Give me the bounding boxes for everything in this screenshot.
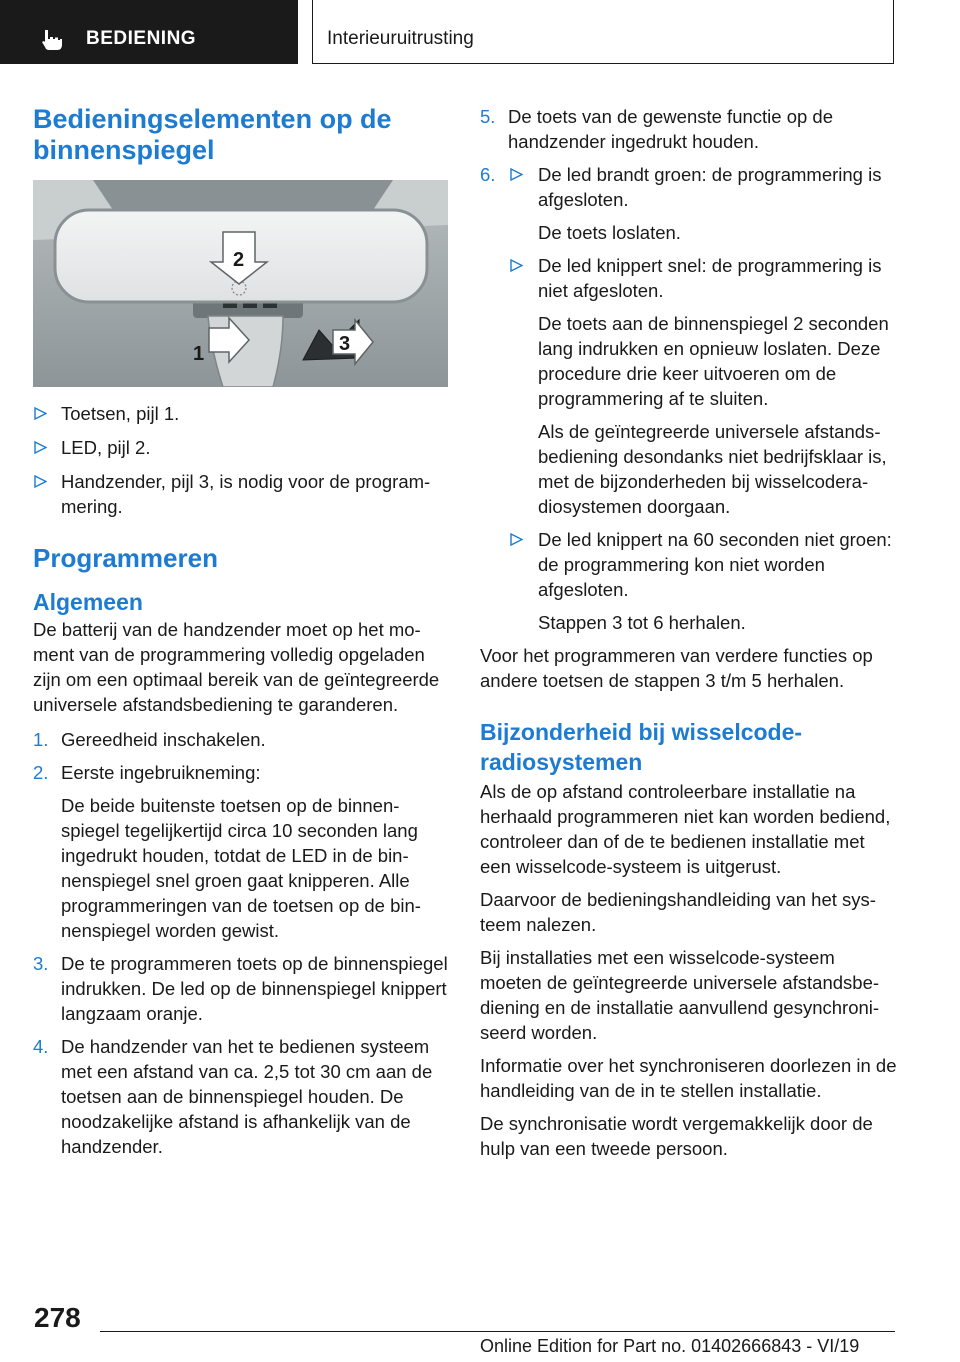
triangle-right-icon: [510, 259, 523, 272]
left-column: [33, 100, 448, 1167]
sub-list-item: De led knippert snel: de programmering is niet afgesloten. De toets aan de binnenspiegel 2 seconden lang indrukken en opnieuw loslaten. Deze procedure drie keer uitvoeren om de programmering af te sluiten. Als de geïntegreerde universele afstandsbediening desondanks niet bedrijfsklaar is, met de bijzonderheden bij wisselcoderadiosystemen doorgaan.: [508, 253, 898, 519]
triangle-right-icon: [34, 407, 47, 420]
intro-paragraph: De batterij van de handzender moet op het moment van de programmering volledig opgeladen zijn om een optimaal bereik van de geïntegreerde universele afstandsbediening te garanderen.: [33, 619, 440, 715]
pointing-hand-icon: [40, 29, 64, 51]
callout-3: 3: [339, 333, 351, 355]
mirror-figure: [33, 180, 448, 387]
section-tab: [0, 0, 298, 64]
list-item: 4. De handzender van het te bedienen systeem met een afstand van ca. 2,5 tot 30 cm aan de toetsen aan de binnenspiegel houden. De noodzakelijke afstand is afhankelijk van de handzender.: [33, 1036, 433, 1157]
triangle-right-icon: [510, 533, 523, 546]
chapter-label: Interieuruitrusting: [327, 28, 474, 49]
list-item: 1. Gereedheid inschakelen.: [33, 729, 266, 750]
section-title-wisselcode: Bijzonderheid bij wisselcoderadiosystemen: [480, 719, 803, 775]
list-item: 2. Eerste ingebruikneming: De beide buitenste toetsen op de binnenspiegel tegelijkertijd circa 10 seconden lang ingedrukt houden, totdat de LED in de binnenspiegel snel groen gaat knipperen. Alle programmeringen van de toetsen op de binnenspiegel worden gewist.: [33, 762, 421, 941]
sub-list-item: De led brandt groen: de programmering is afgesloten. De toets loslaten.: [508, 162, 898, 245]
callout-1: 1: [193, 343, 205, 365]
triangle-right-icon: [34, 441, 47, 454]
footer-divider: [100, 1331, 895, 1332]
figure-legend: [33, 401, 448, 519]
paragraph: Daarvoor de bedieningshandleiding van het systeem nalezen.: [480, 889, 876, 935]
callout-2: 2: [233, 249, 245, 271]
triangle-right-icon: [510, 168, 523, 181]
list-item: 3. De te programmeren toets op de binnenspiegel indrukken. De led op de binnenspiegel knippert langzaam oranje.: [33, 953, 448, 1024]
edition-info: Online Edition for Part no. 01402666843 - VI/19: [480, 1336, 860, 1356]
page-title: Bedieningselementen op de binnenspiegel: [33, 104, 392, 165]
after-paragraph: Voor het programmeren van verdere functies op andere toetsen de stappen 3 t/m 5 herhalen.: [480, 645, 873, 691]
steps-list: [33, 727, 448, 1159]
right-column: [480, 104, 898, 1161]
triangle-right-icon: [34, 475, 47, 488]
list-item: 6. De led brandt groen: de programmering is afgesloten. De toets loslaten. De led knippert snel: de programmering is niet afgesloten. De toets aan de binnenspiegel 2 seconden lang indrukken en opnieuw loslaten. Deze procedure drie keer uitvoeren om de programmering af te sluiten. Als de geïntegreerde universele afstandsbediening desondanks niet bedrijfsklaar is, met de bijzonderheden bij wisselcoderadiosystemen doorgaan. De led knippert na 60 seconden niet groen: de programmering kon niet worden afgesloten. Stappen 3 tot 6 herhalen.: [480, 162, 898, 635]
paragraph: De synchronisatie wordt vergemakkelijk door de hulp van een tweede persoon.: [480, 1113, 873, 1159]
list-item: 5. De toets van de gewenste functie op de handzender ingedrukt houden.: [480, 106, 833, 152]
paragraph: Als de op afstand controleerbare installatie na herhaald programmeren niet kan worden bediend, controleer dan of de te bedienen installatie met een wisselcode-systeem is uitgerust.: [480, 781, 891, 877]
list-item: Handzender, pijl 3, is nodig voor de programmering.: [33, 469, 448, 519]
paragraph: Informatie over het synchroniseren doorlezen in de handleiding van de in te stellen installatie.: [480, 1055, 897, 1101]
subsection-title-algemeen: Algemeen: [33, 589, 143, 615]
section-title-programmeren: Programmeren: [33, 543, 218, 573]
paragraph: Bij installaties met een wisselcode-systeem moeten de geïntegreerde universele afstandsbediening en de installatie aanvullend gesynchroniseerd worden.: [480, 947, 880, 1043]
list-item: LED, pijl 2.: [33, 435, 448, 460]
sub-list-item: De led knippert na 60 seconden niet groen: de programmering kon niet worden afgesloten. Stappen 3 tot 6 herhalen.: [508, 527, 898, 635]
chapter-box: [312, 0, 894, 64]
section-label: BEDIENING: [86, 28, 197, 49]
page-header: [0, 0, 960, 66]
list-item: Toetsen, pijl 1.: [33, 401, 448, 426]
page-number: 278: [34, 1302, 81, 1333]
mirror-illustration: [33, 180, 448, 387]
